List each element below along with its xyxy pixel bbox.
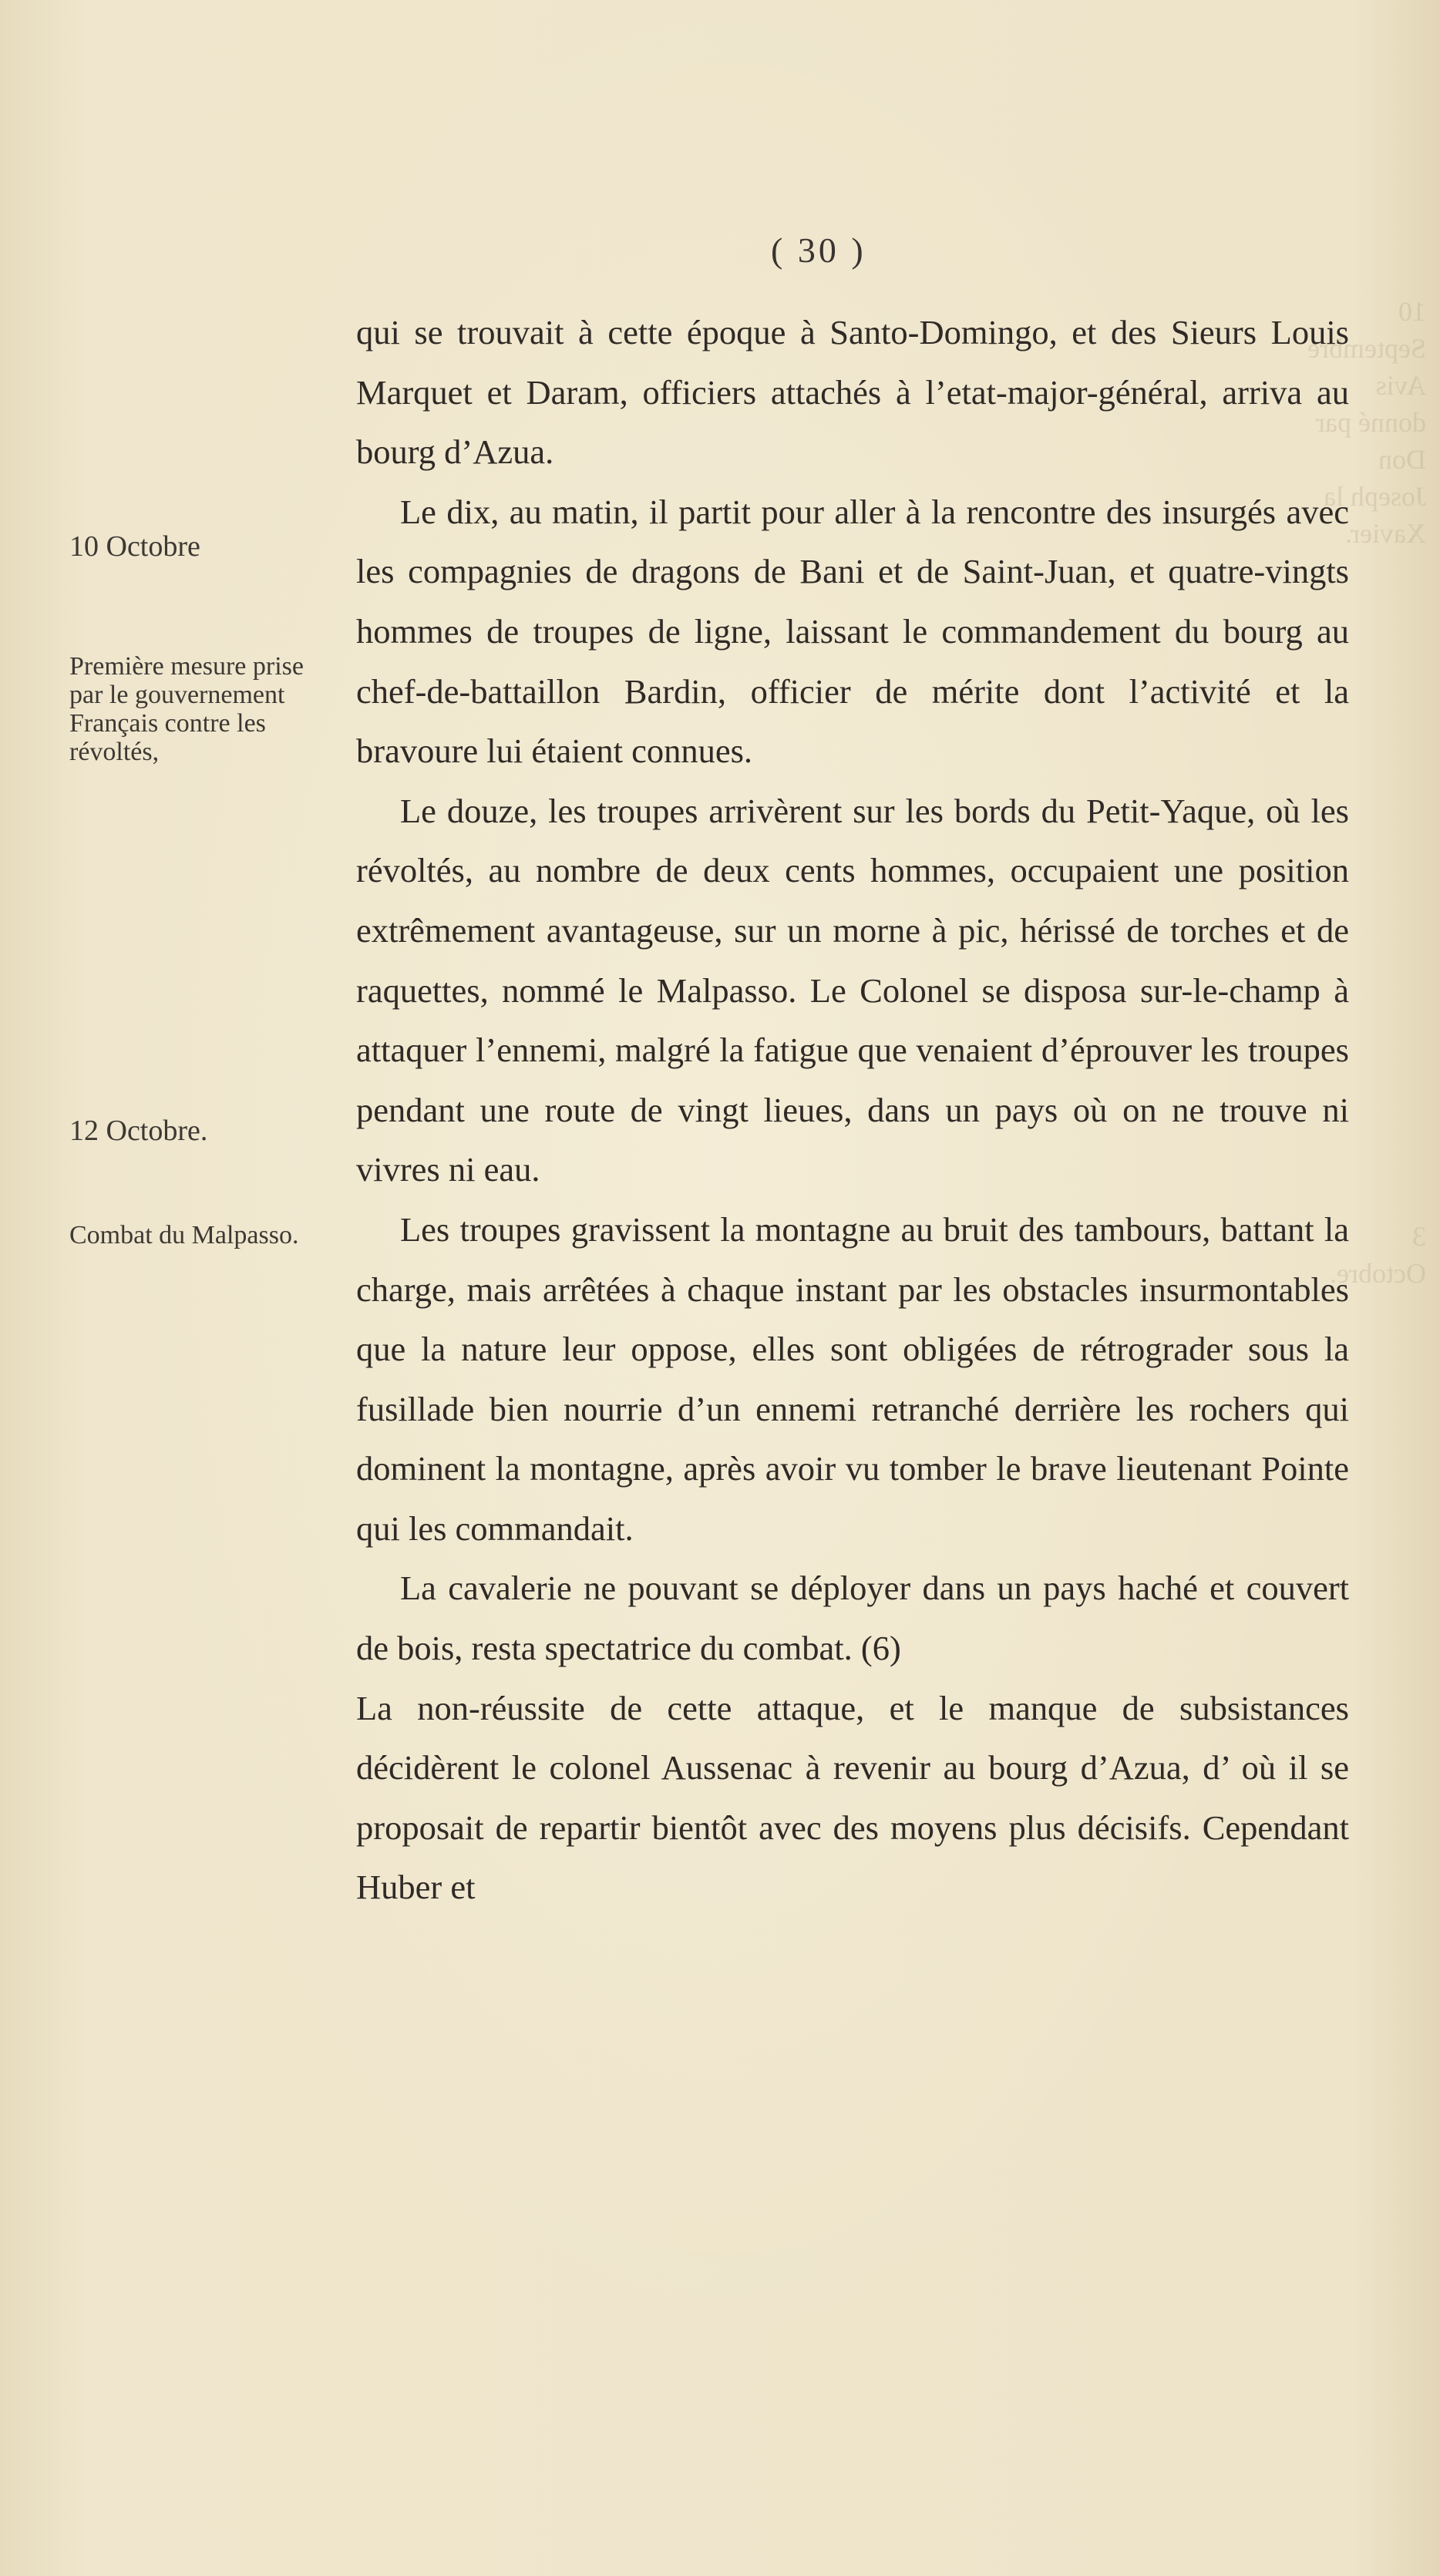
paragraph-4: Les troupes gravissent la montagne au bruit des tambours, battant la charge, mais arrêtées à chaque instant par les obstacles insurmontables que la nature leur oppose, elles sont obligées de rétrograder sous la fusillade bien nourrie d’un ennemi retranché derrière les rochers qui dominent la montagne, après avoir vu tomber le brave lieutenant Pointe qui les commandait.: [356, 1209, 1349, 1548]
margin-note-date-12-octobre: 12 Octobre.: [69, 1115, 208, 1147]
paragraph-1: qui se trouvait à cette époque à Santo-Domingo, et des Sieurs Louis Marquet et Daram, officiers attachés à l’etat-major-général, arriva au bourg d’Azua.: [356, 313, 1349, 472]
paragraph-3: Le douze, les troupes arrivèrent sur les bords du Petit-Yaque, où les révoltés, au nombre de deux cents hommes, occupaient une position extrêmement avantageuse, sur un morne à pic, hérissé de torches et de raquettes, nommé le Malpasso. Le Colonel se disposa sur-le-champ à attaquer l’ennemi, malgré la fatigue que venaient d’éprouver les troupes pendant une route de vingt lieues, dans un pays où on ne trouve ni vivres ni eau.: [356, 791, 1349, 1189]
margin-note-premiere-mesure: Première mesure prise par le gouvernement Français contre les révoltés,: [69, 652, 304, 766]
paragraph-2: Le dix, au matin, il partit pour aller à la rencontre des insurgés avec les compagnies de dragons de Bani et de Saint-Juan, et quatre-vingts hommes de troupes de ligne, laissant le commandement du bourg au chef-de-battaillon Bardin, officier de mérite dont l’activité et la bravoure lui étaient connues.: [356, 492, 1349, 771]
margin-note-date-10-octobre: 10 Octobre: [69, 530, 200, 563]
main-text: [356, 303, 1349, 1918]
paragraph-6: La non-réussite de cette attaque, et le manque de subsistances décidèrent le colonel Aussenac à revenir au bourg d’Azua, d’ où il se proposait de repartir bientôt avec des moyens plus décisifs. Cependant Huber et: [356, 1688, 1349, 1907]
show-through-text: 10 Septembre Avis donné par Don Joseph la Xavier. 3 Octobre.: [1307, 296, 1426, 1289]
margin-note-combat-malpasso: Combat du Malpasso.: [69, 1221, 299, 1249]
page-number: ( 30 ): [771, 230, 866, 270]
paragraph-5: La cavalerie ne pouvant se déployer dans un pays haché et couvert de bois, resta spectatrice du combat. (6): [356, 1569, 1349, 1668]
